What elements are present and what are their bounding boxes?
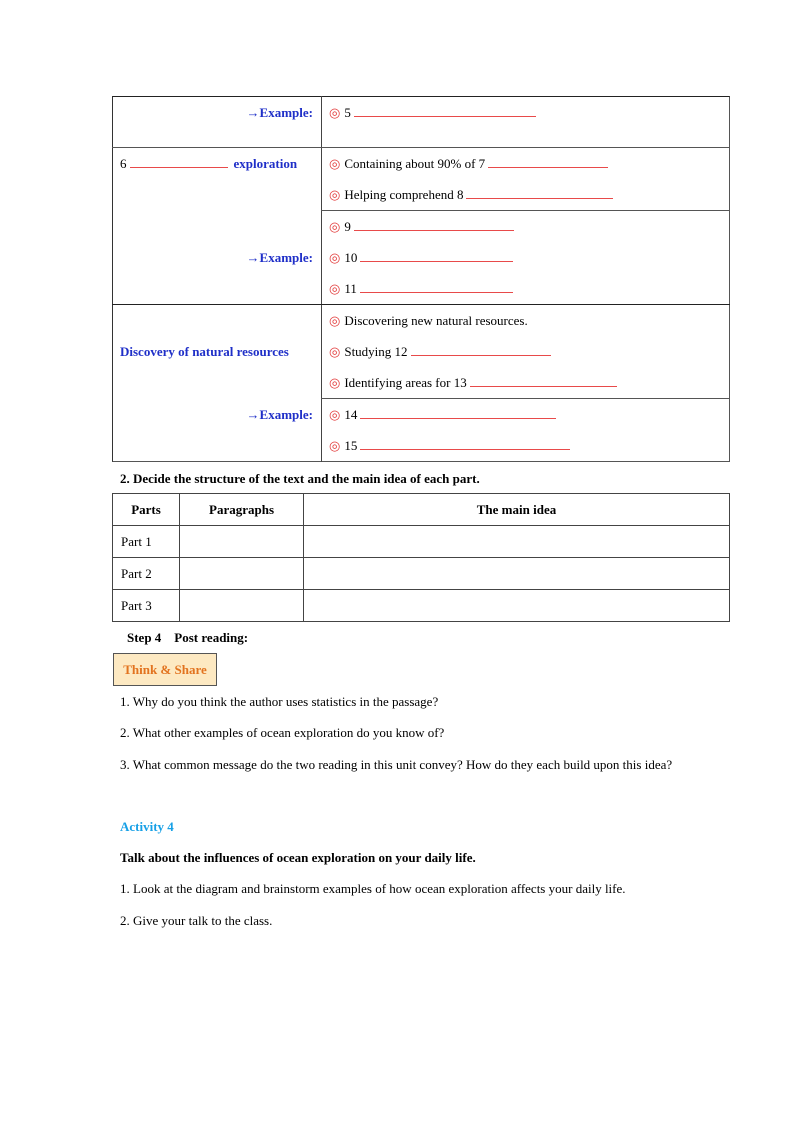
double-circle-icon: ◎ xyxy=(329,344,341,359)
outline-column-divider xyxy=(321,96,322,462)
paragraphs-cell[interactable] xyxy=(180,558,304,590)
double-circle-icon: ◎ xyxy=(329,156,341,171)
activity-title: Activity 4 xyxy=(120,819,174,834)
example-label: →Example: xyxy=(246,250,313,265)
example-label: →Example: xyxy=(246,105,313,120)
answer-blank[interactable] xyxy=(360,407,556,419)
main-idea-cell[interactable] xyxy=(304,590,730,622)
activity-step-1: 1. Look at the diagram and brainstorm examples of how ocean exploration affects your daily life. xyxy=(120,881,626,896)
answer-blank[interactable] xyxy=(360,281,513,293)
double-circle-icon: ◎ xyxy=(329,219,341,234)
structure-table xyxy=(112,493,730,622)
discovery-label: Discovery of natural resources xyxy=(120,344,289,359)
question-3: 3. What common message do the two reading in this unit convey? How do they each build upon this idea? xyxy=(120,757,673,772)
outline-row-divider xyxy=(112,147,730,148)
paragraphs-cell[interactable] xyxy=(180,590,304,622)
table-row xyxy=(113,558,730,590)
outline-subrow-divider xyxy=(321,398,730,399)
double-circle-icon: ◎ xyxy=(329,375,341,390)
outline-row-divider xyxy=(112,304,730,305)
answer-blank[interactable] xyxy=(411,344,551,356)
blank-item-7: ◎ Containing about 90% of 7 xyxy=(329,156,608,172)
main-idea-cell[interactable] xyxy=(304,526,730,558)
double-circle-icon: ◎ xyxy=(329,313,341,328)
activity-heading: Talk about the influences of ocean exploration on your daily life. xyxy=(120,850,476,865)
resource-item: ◎ Discovering new natural resources. xyxy=(329,313,528,328)
blank-item-8: ◎ Helping comprehend 8 xyxy=(329,187,613,203)
table-row xyxy=(113,590,730,622)
outline-subrow-divider xyxy=(321,210,730,211)
blank-item-14: ◎ 14 xyxy=(329,407,556,423)
activity-step-2: 2. Give your talk to the class. xyxy=(120,913,273,928)
double-circle-icon: ◎ xyxy=(329,438,341,453)
double-circle-icon: ◎ xyxy=(329,407,341,422)
part-cell: Part 1 xyxy=(113,526,180,558)
blank-item-10: ◎ 10 xyxy=(329,250,513,266)
answer-blank[interactable] xyxy=(354,219,514,231)
double-circle-icon: ◎ xyxy=(329,281,341,296)
answer-blank[interactable] xyxy=(488,156,608,168)
blank-item-9: ◎ 9 xyxy=(329,219,514,235)
blank-item-13: ◎ Identifying areas for 13 xyxy=(329,375,617,391)
exploration-label: 6 exploration xyxy=(120,156,298,171)
column-header: Parts xyxy=(113,494,180,526)
main-idea-cell[interactable] xyxy=(304,558,730,590)
think-share-label: Think & Share xyxy=(123,661,207,677)
example-label: →Example: xyxy=(246,407,313,422)
double-circle-icon: ◎ xyxy=(329,187,341,202)
think-share-box xyxy=(113,653,217,686)
answer-blank[interactable] xyxy=(470,375,617,387)
part-cell: Part 3 xyxy=(113,590,180,622)
answer-blank[interactable] xyxy=(354,105,536,117)
blank-item-11: ◎ 11 xyxy=(329,281,513,297)
answer-blank[interactable] xyxy=(130,156,228,168)
column-header: Paragraphs xyxy=(180,494,304,526)
answer-blank[interactable] xyxy=(360,250,513,262)
part-cell: Part 2 xyxy=(113,558,180,590)
blank-item-5: ◎ 5 xyxy=(329,105,536,121)
double-circle-icon: ◎ xyxy=(329,105,341,120)
question-1: 1. Why do you think the author uses statistics in the passage? xyxy=(120,694,439,709)
structure-heading: 2. Decide the structure of the text and the main idea of each part. xyxy=(120,471,480,486)
column-header: The main idea xyxy=(304,494,730,526)
answer-blank[interactable] xyxy=(466,187,613,199)
blank-item-15: ◎ 15 xyxy=(329,438,570,454)
paragraphs-cell[interactable] xyxy=(180,526,304,558)
table-row xyxy=(113,526,730,558)
table-header-row xyxy=(113,494,730,526)
double-circle-icon: ◎ xyxy=(329,250,341,265)
step4-heading: Step 4 Post reading: xyxy=(127,630,249,645)
question-2: 2. What other examples of ocean exploration do you know of? xyxy=(120,725,445,740)
blank-item-12: ◎ Studying 12 xyxy=(329,344,551,360)
answer-blank[interactable] xyxy=(360,438,570,450)
